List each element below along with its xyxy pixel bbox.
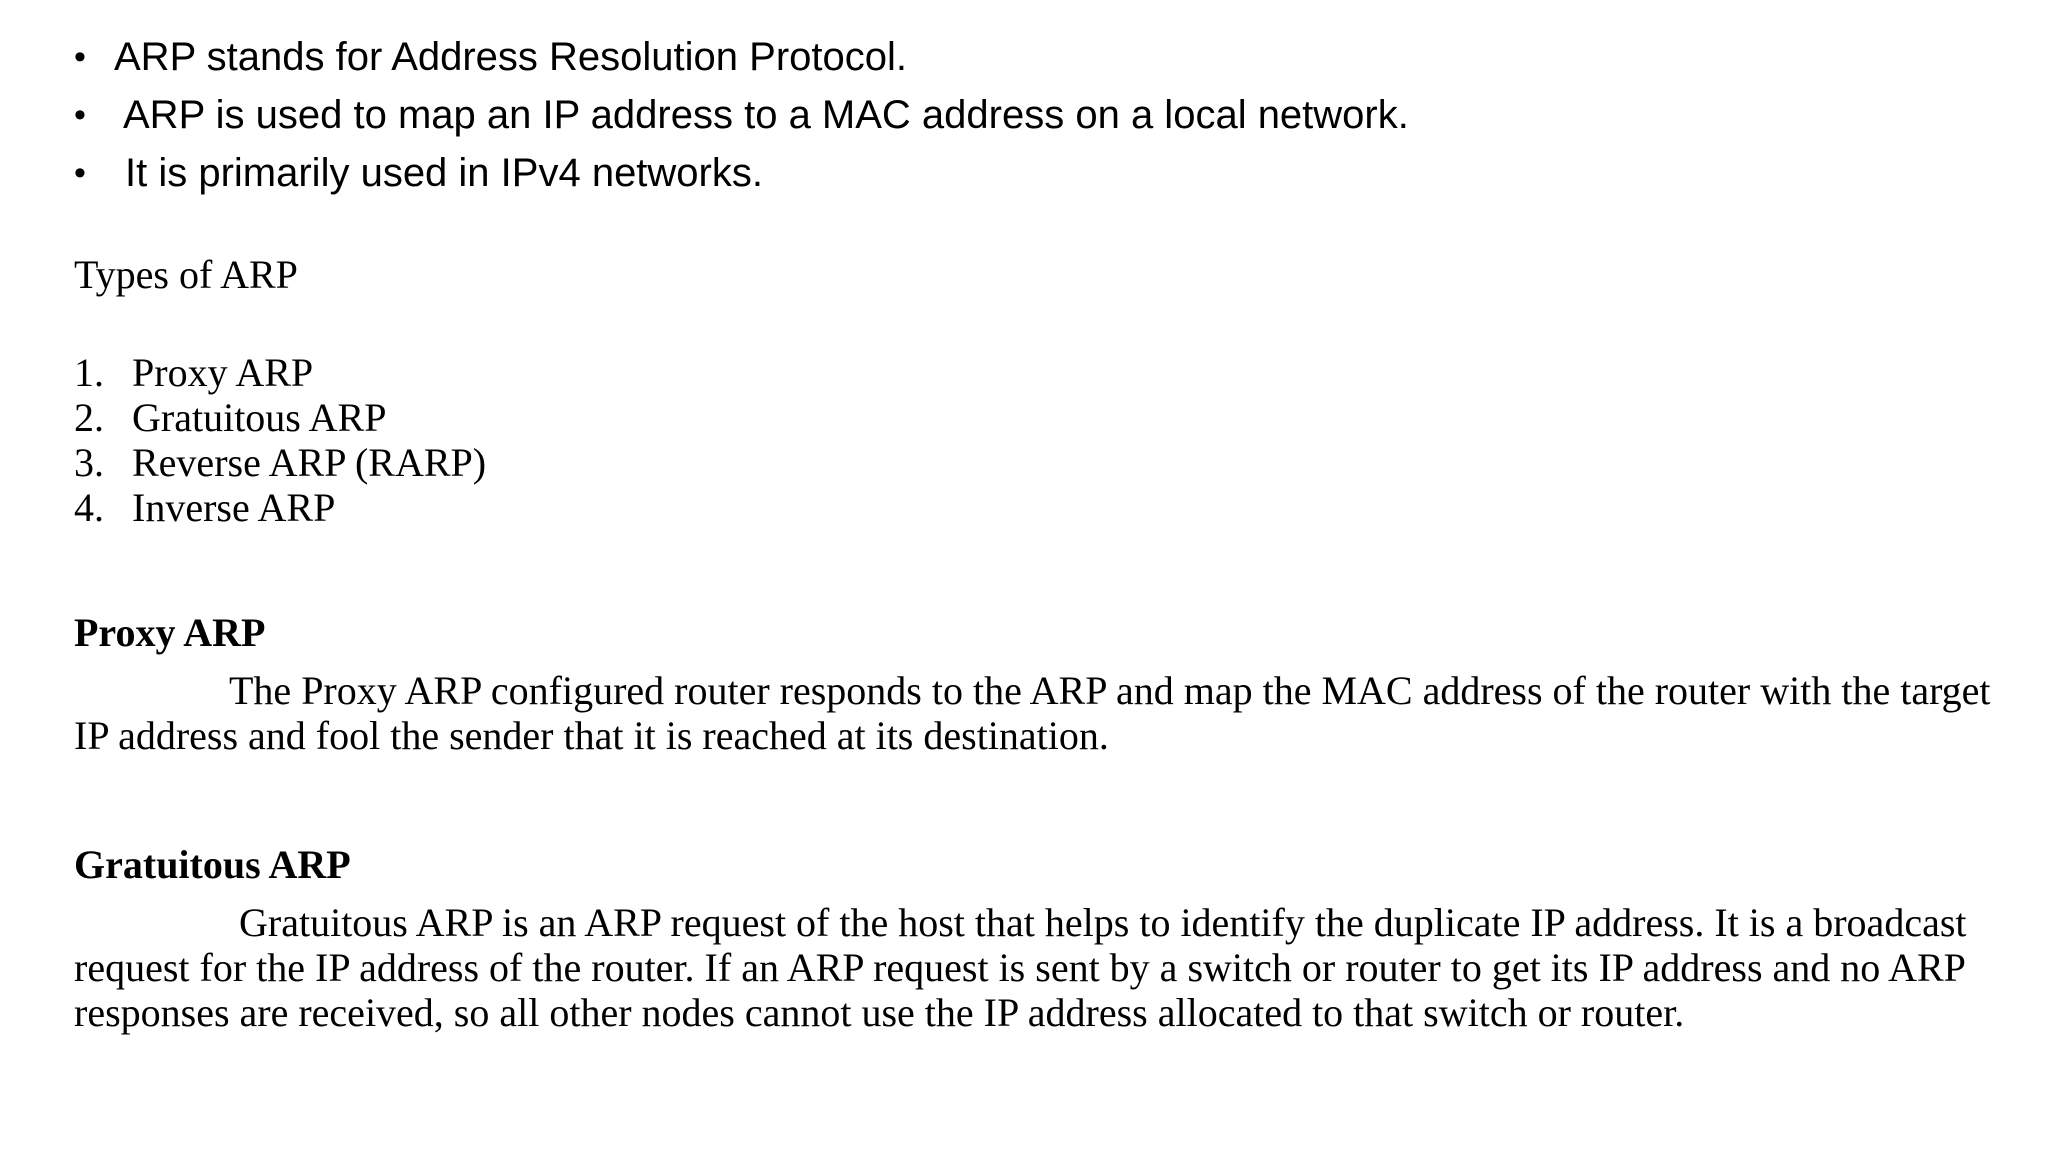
types-list-item bbox=[74, 440, 2004, 485]
list-number: 4. bbox=[74, 485, 104, 530]
bullet-item bbox=[74, 28, 2004, 86]
types-list-item bbox=[74, 395, 2004, 440]
list-label: Inverse ARP bbox=[132, 485, 336, 530]
bullet-text: It is primarily used in IPv4 networks. bbox=[125, 151, 763, 195]
bullet-text: ARP stands for Address Resolution Protocol. bbox=[114, 35, 908, 79]
document-page bbox=[74, 28, 2004, 1035]
proxy-arp-heading: Proxy ARP bbox=[74, 610, 266, 655]
proxy-arp-paragraph: The Proxy ARP configured router responds to the ARP and map the MAC address of the router with the target IP address and fool the sender that it is reached at its destination. bbox=[74, 668, 1991, 758]
list-number: 1. bbox=[74, 350, 104, 395]
types-list-item bbox=[74, 350, 2004, 395]
intro-bullet-list bbox=[74, 28, 2004, 202]
bullet-dot-icon: • bbox=[74, 38, 86, 76]
list-number: 3. bbox=[74, 440, 104, 485]
bullet-item bbox=[74, 86, 2004, 144]
list-label: Gratuitous ARP bbox=[132, 395, 387, 440]
list-label: Proxy ARP bbox=[132, 350, 314, 395]
types-list-item bbox=[74, 485, 2004, 530]
gratuitous-arp-heading: Gratuitous ARP bbox=[74, 842, 351, 887]
bullet-item bbox=[74, 144, 2004, 202]
gratuitous-arp-paragraph: Gratuitous ARP is an ARP request of the host that helps to identify the duplicate IP address. It is a broadcast request for the IP address of the router. If an ARP request is sent by a switch or router to get its IP address and no ARP responses are received, so all other nodes cannot use the IP address allocated to that switch or router. bbox=[74, 900, 1967, 1035]
list-number: 2. bbox=[74, 395, 104, 440]
types-heading: Types of ARP bbox=[74, 252, 298, 297]
bullet-dot-icon: • bbox=[74, 96, 86, 134]
bullet-text: ARP is used to map an IP address to a MAC address on a local network. bbox=[123, 93, 1409, 137]
bullet-dot-icon: • bbox=[74, 154, 86, 192]
types-list bbox=[74, 350, 2004, 530]
list-label: Reverse ARP (RARP) bbox=[132, 440, 487, 485]
